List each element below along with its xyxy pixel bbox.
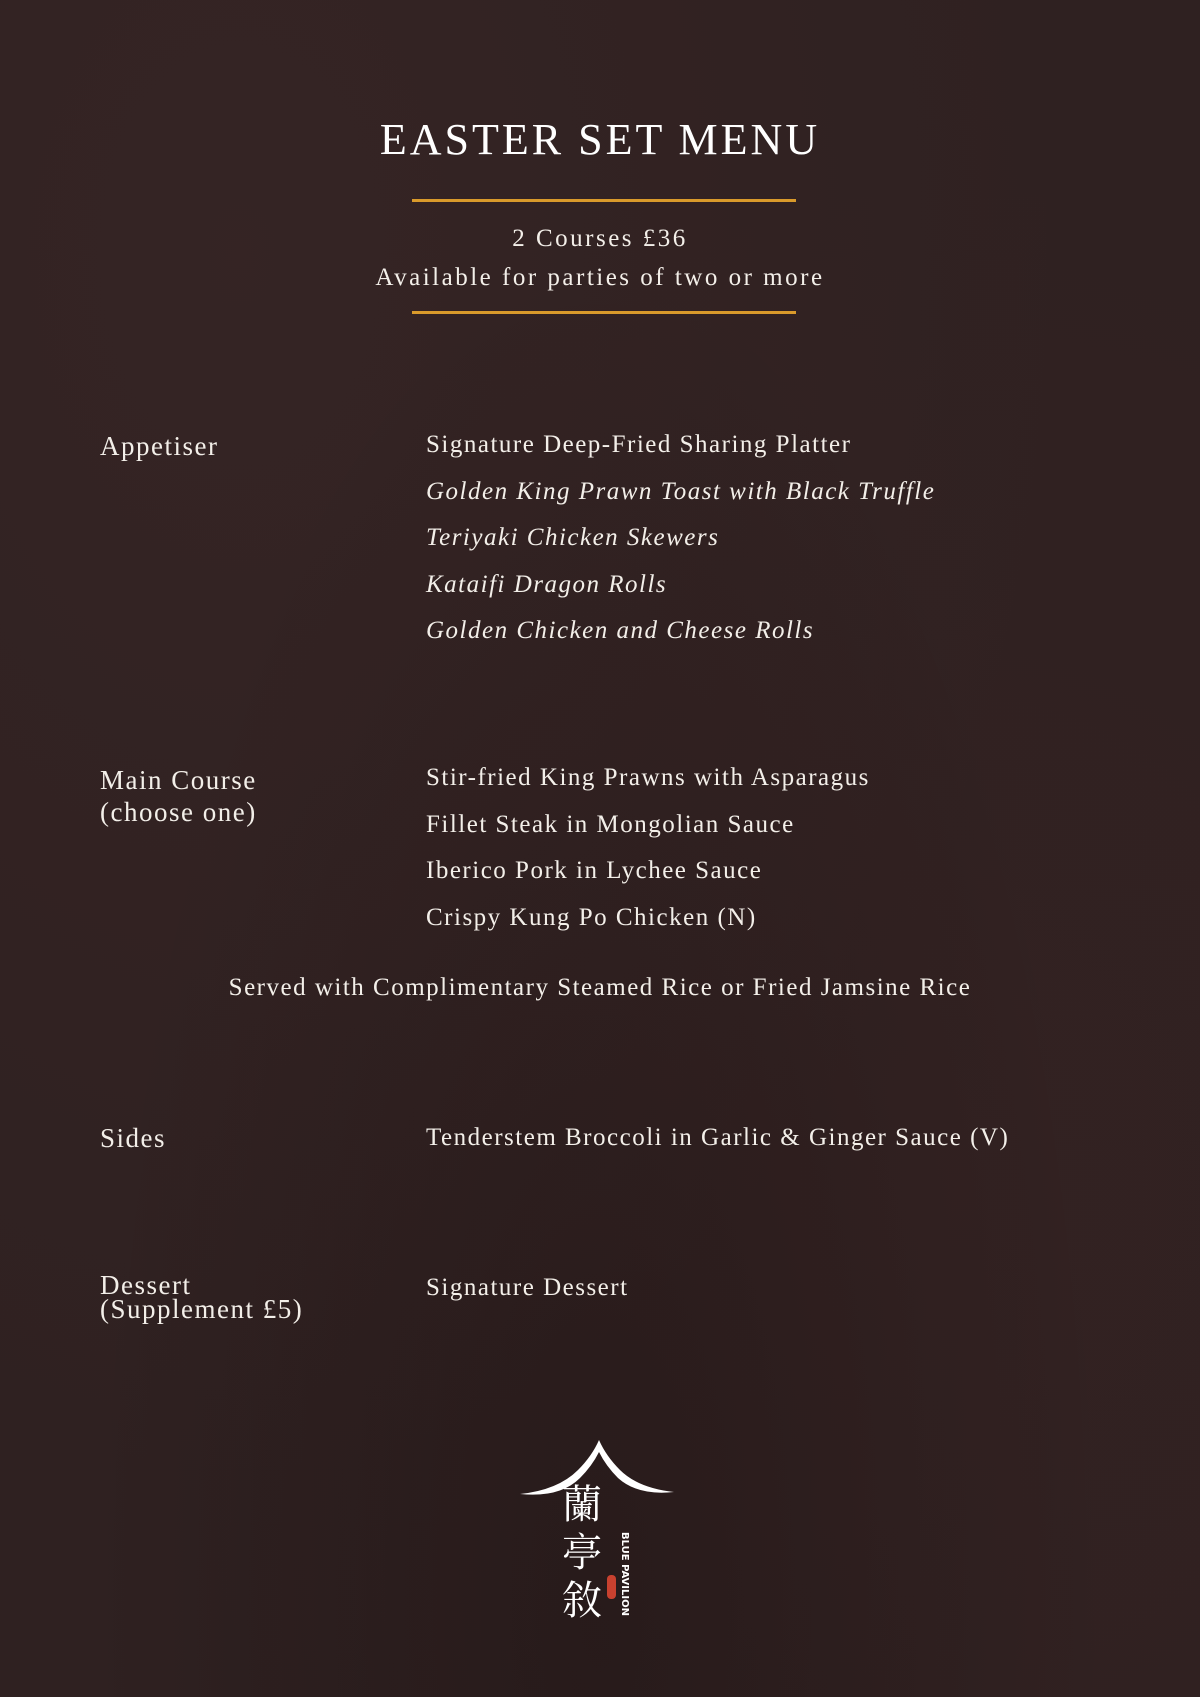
sides-list [426,1122,1009,1169]
availability-line: Available for parties of two or more [375,264,825,291]
logo-english-name: BLUE PAVILION [619,1532,630,1616]
list-item: Golden Chicken and Cheese Rolls [426,617,815,644]
list-item: Kataifi Dragon Rolls [426,570,668,598]
main-course-sublabel: (choose one) [100,797,257,827]
section-label-appetiser [100,430,218,462]
dessert-sublabel: (Supplement £5) [100,1294,304,1324]
list-item: Stir-fried King Prawns with Asparagus [426,764,870,791]
dessert-label: Dessert [100,1270,192,1300]
list-item: Iberico Pork in Lychee Sauce [426,857,763,884]
pavilion-roof-icon [518,1436,678,1636]
list-item: Signature Deep-Fried Sharing Platter [426,431,852,458]
section-label-sides [100,1122,166,1154]
menu-title: EASTER SET MENU [379,115,821,164]
list-item: Signature Dessert [426,1274,629,1301]
appetiser-list [426,429,935,662]
main-course-list [426,762,870,948]
dessert-list [426,1272,629,1319]
logo-char-1: 蘭亭敘 [562,1482,602,1624]
rice-note: Served with Complimentary Steamed Rice or Fried Jamsine Rice [228,974,972,1001]
logo-seal [607,1575,616,1599]
list-item: Teriyaki Chicken Skewers [426,524,720,551]
price-line: 2 Courses £36 [512,225,688,252]
gold-rule-top [412,199,796,202]
blue-pavilion-logo [518,1436,678,1636]
sides-label: Sides [100,1123,167,1153]
list-item: Crispy Kung Po Chicken (N) [426,903,757,931]
list-item: Tenderstem Broccoli in Garlic & Ginger Sauce (V) [426,1124,1010,1151]
list-item: Fillet Steak in Mongolian Sauce [426,810,795,838]
list-item: Golden King Prawn Toast with Black Truffle [426,477,936,505]
appetiser-label: Appetiser [100,431,219,461]
main-course-label: Main Course [100,765,257,795]
section-label-main-course [100,764,257,828]
section-label-dessert [100,1270,304,1324]
gold-rule-bottom [412,311,796,314]
